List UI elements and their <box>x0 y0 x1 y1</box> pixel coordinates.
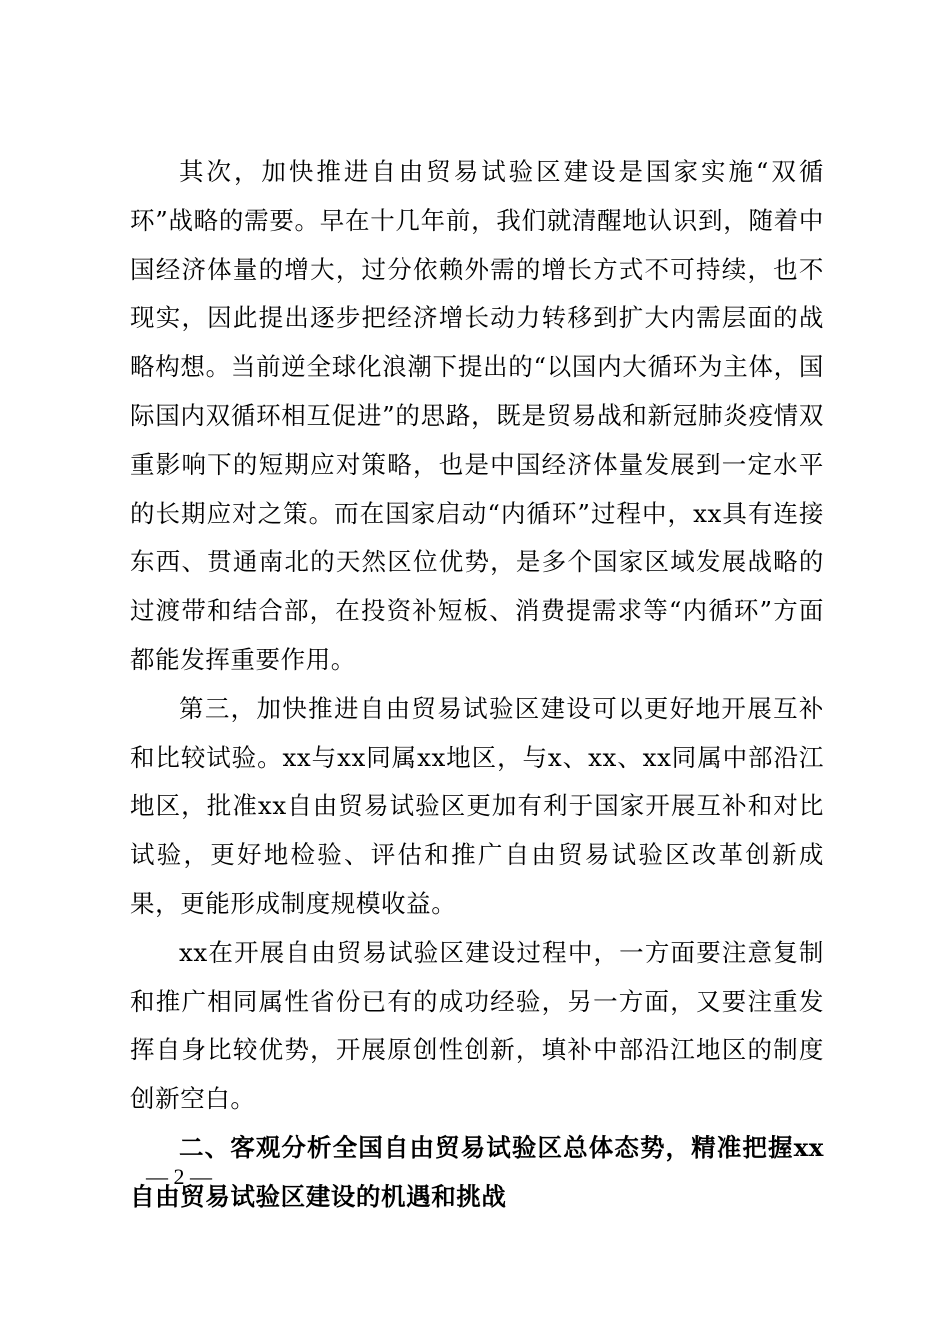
section-heading: 二、客观分析全国自由贸易试验区总体态势，精准把握xx自由贸易试验区建设的机遇和挑战 <box>130 1132 824 1211</box>
paragraph-dual-circulation: 其次，加快推进自由贸易试验区建设是国家实施“双循环”战略的需要。早在十几年前，我们就清醒地认识到，随着中国经济体量的增大，过分依赖外需的增长方式不可持续，也不现实，因此提出逐步把经济增长动力转移到扩大内需层面的战略构想。当前逆全球化浪潮下提出的“以国内大循环为主体，国际国内双循环相互促进”的思路，既是贸易战和新冠肺炎疫情双重影响下的短期应对策略，也是中国经济体量发展到一定水平的长期应对之策。而在国家启动“内循环”过程中，xx具有连接东西、贯通南北的天然区位优势，是多个国家区域发展战略的过渡带和结合部，在投资补短板、消费提需求等“内循环”方面都能发挥重要作用。 <box>130 157 824 674</box>
document-body <box>130 148 824 1222</box>
page-number: — 2 — <box>146 1164 212 1189</box>
paragraph-comparison-pilot: 第三，加快推进自由贸易试验区建设可以更好地开展互补和比较试验。xx与xx同属xx地区，与x、xx、xx同属中部沿江地区，批准xx自由贸易试验区更加有利于国家开展互补和对比试验，更好地检验、评估和推广自由贸易试验区改革创新成果，更能形成制度规模收益。 <box>130 693 824 918</box>
paragraph-innovation: xx在开展自由贸易试验区建设过程中，一方面要注意复制和推广相同属性省份已有的成功经验，另一方面，又要注重发挥自身比较优势，开展原创性创新，填补中部沿江地区的制度创新空白。 <box>130 937 824 1114</box>
